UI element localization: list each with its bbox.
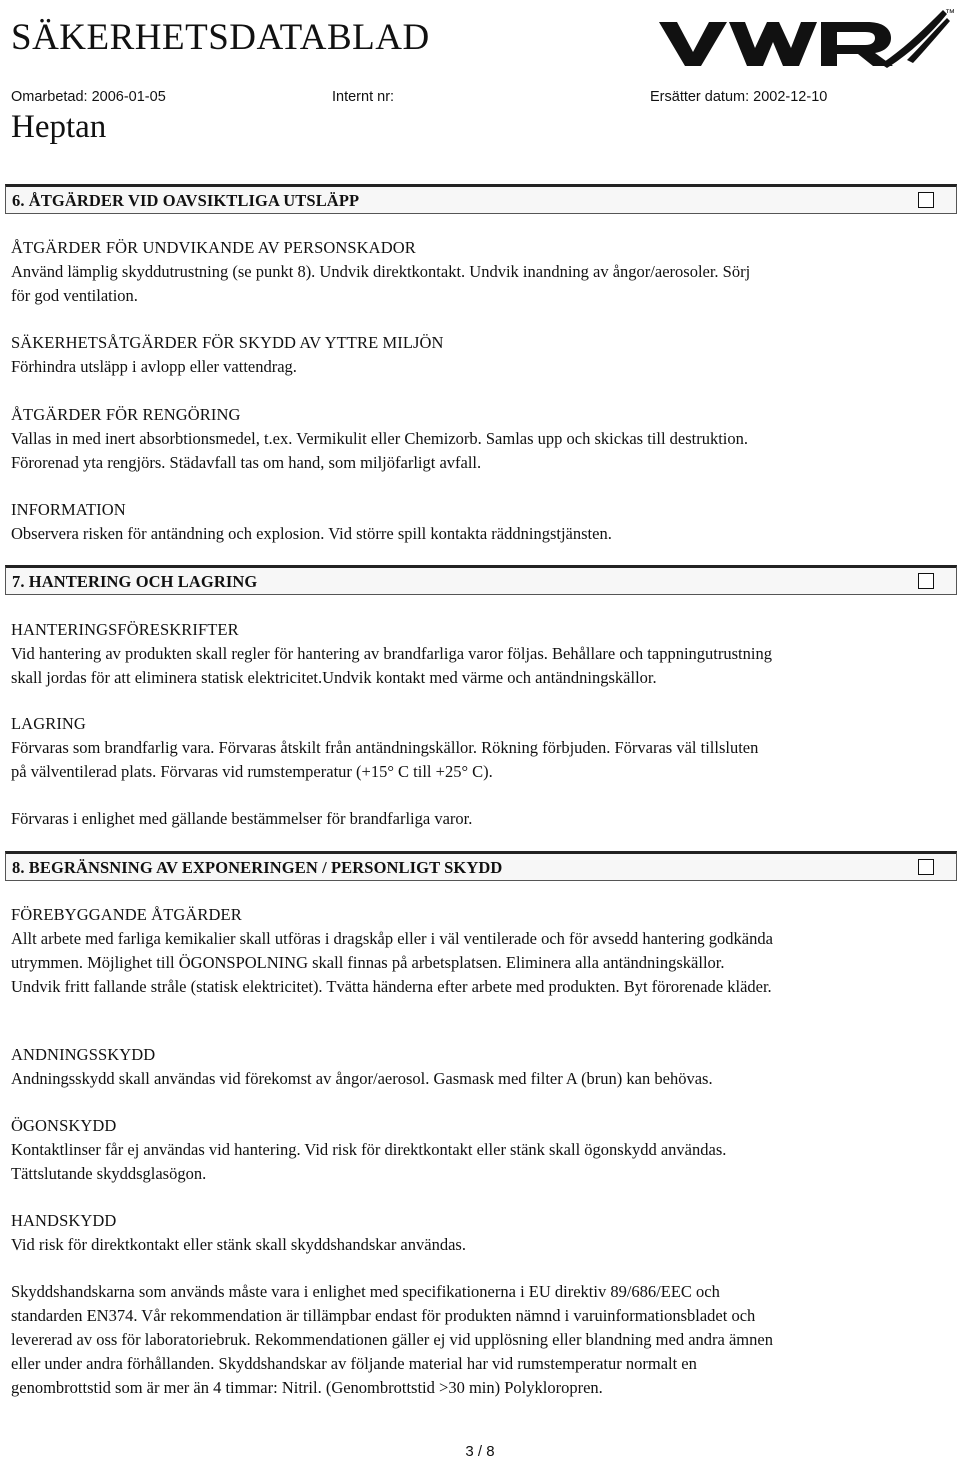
info-text: Observera risken för antändning och explosion. Vid större spill kontakta räddningstjänsten. [11,524,612,543]
trademark-mark: ™ [945,8,955,19]
section-8-respiratory [11,1043,951,1091]
section-8-eye [11,1114,951,1186]
eye-text-2: Tättslutande skyddsglasögon. [11,1164,207,1183]
glove-text-2: standarden EN374. Vår rekommendation är tillämpbar endast för produkten nämnd i varuinformationsbladet och [11,1306,756,1325]
hand-heading: HANDSKYDD [11,1211,117,1230]
glove-text-5: genombrottstid som är mer än 4 timmar: Nitril. (Genombrottstid >30 min) Polykloropren. [11,1378,603,1397]
section-7-header [5,565,957,595]
section-8-prevent [11,903,951,999]
prevent-heading: FÖREBYGGANDE ÅTGÄRDER [11,905,242,924]
personal-text-1: Använd lämplig skyddutrustning (se punkt 8). Undvik direktkontakt. Undvik inandning av ångor/aerosoler. Sörj [11,262,751,281]
section-8-title: 8. BEGRÄNSNING AV EXPONERINGEN / PERSONLIGT SKYDD [12,858,503,877]
replaces-date: Ersätter datum: 2002-12-10 [650,89,828,105]
section-7-checkbox[interactable] [918,573,934,589]
section-8-hand [11,1209,951,1257]
handling-heading: HANTERINGSFÖRESKRIFTER [11,620,239,639]
section-8-gloves [11,1280,951,1400]
section-6-title: 6. ÅTGÄRDER VID OAVSIKTLIGA UTSLÄPP [12,191,360,210]
env-text: Förhindra utsläpp i avlopp eller vattendrag. [11,357,297,376]
cleanup-text-2: Förorenad yta rengjörs. Städavfall tas om hand, som miljöfarligt avfall. [11,453,482,472]
handling-text-1: Vid hantering av produkten skall regler för hantering av brandfarliga varor följas. Behållare och tappningutrustning [11,644,772,663]
section-6-cleanup [11,403,951,475]
handling-text-2: skall jordas för att eliminera statisk elektricitet.Undvik kontakt med värme och antändningskällor. [11,668,657,687]
section-7-handling [11,618,951,690]
internal-number: Internt nr: [332,89,395,105]
hand-text: Vid risk för direktkontakt eller stänk skall skyddshandskar användas. [11,1235,466,1254]
prevent-text-3: Undvik fritt fallande stråle (statisk elektricitet). Tvätta händerna efter arbete med produkten. Byt förorenade kläder. [11,977,772,996]
section-7-storage [11,712,951,784]
glove-text-4: eller under andra förhållanden. Skyddshandskar av följande material har vid rumstemperatur normalt en [11,1354,697,1373]
cleanup-heading: ÅTGÄRDER FÖR RENGÖRING [11,405,241,424]
env-heading: SÄKERHETSÅTGÄRDER FÖR SKYDD AV YTTRE MILJÖN [11,333,444,352]
glove-text-1: Skyddshandskarna som används måste vara i enlighet med specifikationerna i EU direktiv 89/686/EEC och [11,1282,720,1301]
section-6-personal [11,236,951,308]
section-6-header [5,184,957,214]
section-6-environment [11,331,951,379]
revised-date: Omarbetad: 2006-01-05 [11,89,166,105]
section-8-checkbox[interactable] [918,859,934,875]
storage-text-1: Förvaras som brandfarlig vara. Förvaras åtskilt från antändningskällor. Rökning förbjuden. Förvaras väl tillsluten [11,738,759,757]
section-6-information [11,498,951,546]
resp-heading: ANDNINGSSKYDD [11,1045,156,1064]
section-8-header [5,851,957,881]
info-heading: INFORMATION [11,500,126,519]
eye-text-1: Kontaktlinser får ej användas vid hantering. Vid risk för direktkontakt eller stänk skall ögonskydd användas. [11,1140,727,1159]
section-7-title: 7. HANTERING OCH LAGRING [12,572,258,591]
product-name: Heptan [11,109,107,145]
personal-text-2: för god ventilation. [11,286,138,305]
page-number: 3 / 8 [465,1443,495,1460]
storage-text-2: på välventilerad plats. Förvaras vid rumstemperatur (+15° C till +25° C). [11,762,493,781]
cleanup-text-1: Vallas in med inert absorbtionsmedel, t.ex. Vermikulit eller Chemizorb. Samlas upp och skickas till destruktion. [11,429,749,448]
storage-heading: LAGRING [11,714,86,733]
prevent-text-2: utrymmen. Möjlighet till ÖGONSPOLNING skall finnas på arbetsplatsen. Eliminera alla antändningskällor. [11,953,725,972]
section-6-checkbox[interactable] [918,192,934,208]
resp-text: Andningsskydd skall användas vid förekomst av ångor/aerosol. Gasmask med filter A (brun) kan behövas. [11,1069,713,1088]
vwr-logo [655,2,955,70]
document-title: SÄKERHETSDATABLAD [11,17,430,58]
section-7-storage-extra [11,807,951,831]
eye-heading: ÖGONSKYDD [11,1116,117,1135]
glove-text-3: levererad av oss för laboratoriebruk. Rekommendationen gäller ej vid upplösning eller blandning med andra ämnen [11,1330,773,1349]
storage-extra-text: Förvaras i enlighet med gällande bestämmelser för brandfarliga varor. [11,809,473,828]
prevent-text-1: Allt arbete med farliga kemikalier skall utföras i dragskåp eller i väl ventilerade och för avsedd hantering godkända [11,929,773,948]
personal-heading: ÅTGÄRDER FÖR UNDVIKANDE AV PERSONSKADOR [11,238,416,257]
